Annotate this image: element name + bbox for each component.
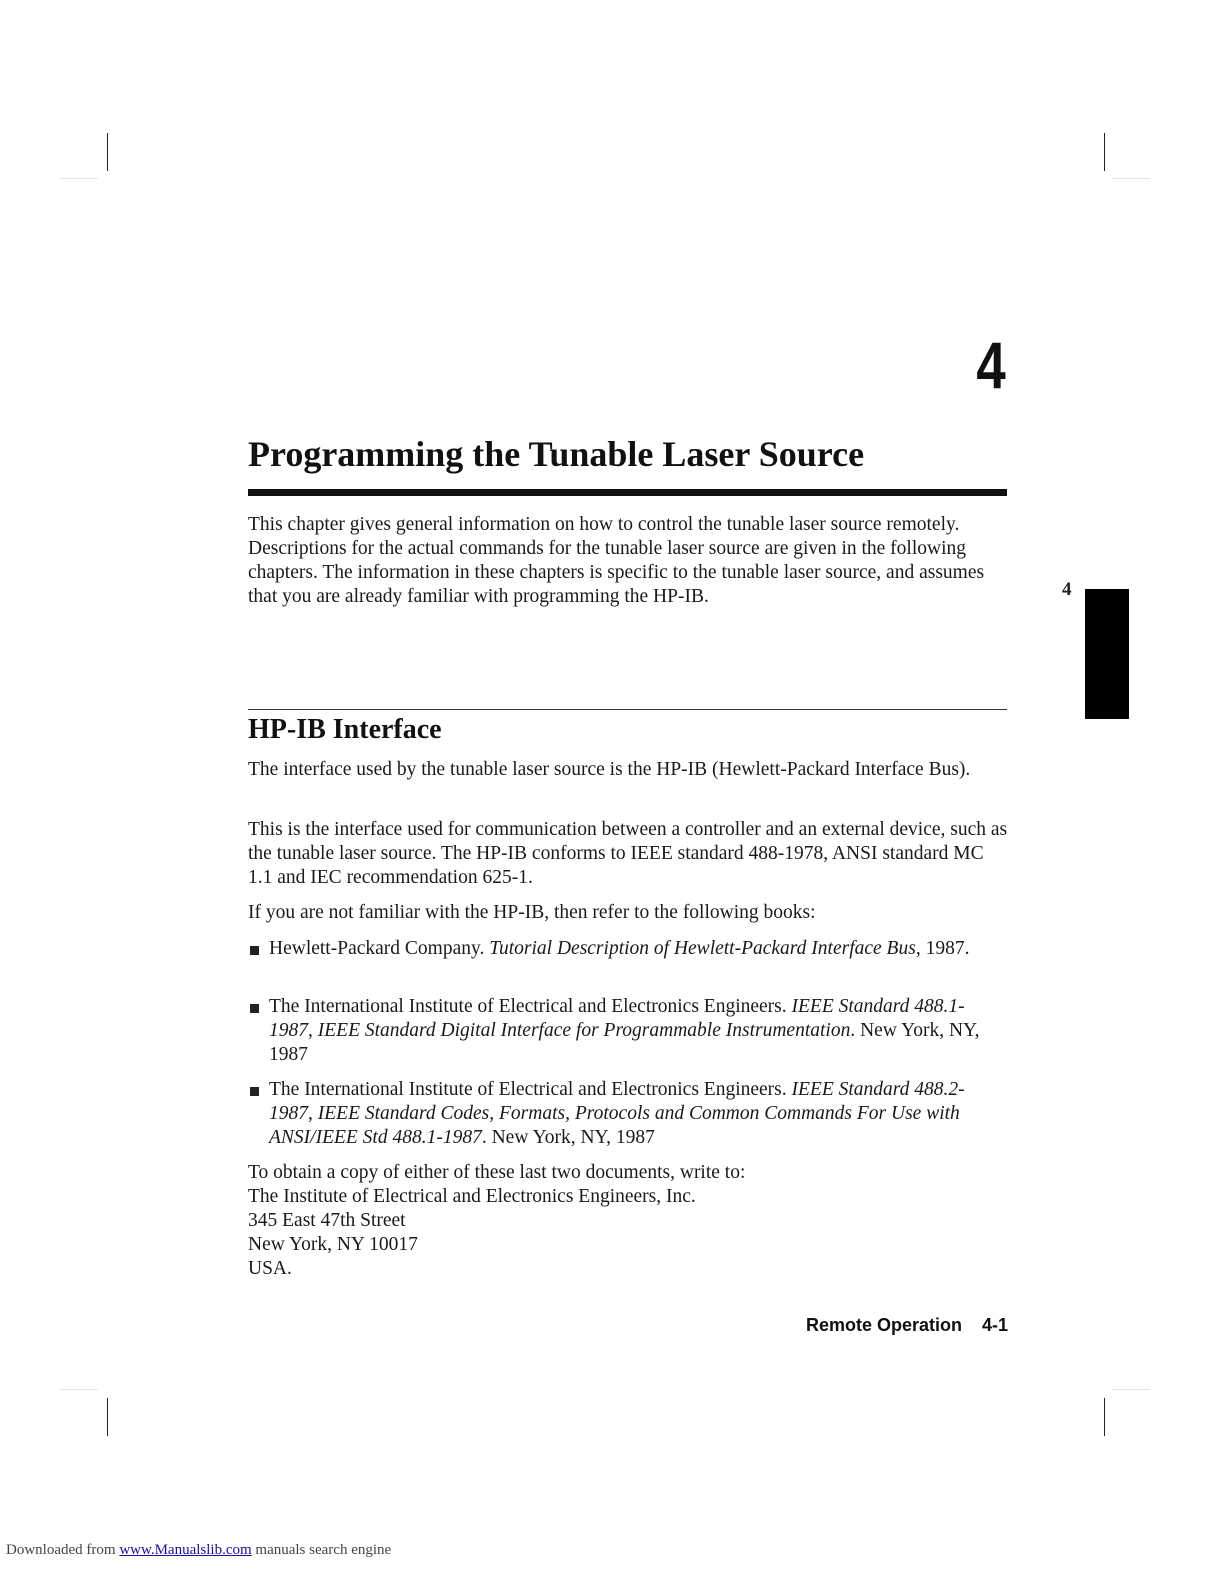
book-title: IEEE Standard 488.1-1987, IEEE Standard Digital Interface for Programmable Instrumentation	[269, 996, 965, 1041]
address-line: 345 East 47th Street	[248, 1210, 406, 1231]
bullet-square-icon	[250, 946, 259, 955]
section-paragraph-2: This is the interface used for communication between a controller and an external device, such as the tunable laser source. The HP-IB conforms to IEEE standard 488-1978, ANSI standard MC 1.1 and IEC recommendation 625-1.	[248, 819, 1008, 888]
download-note-suffix: manuals search engine	[251, 1542, 392, 1558]
side-tab-marker	[1085, 589, 1129, 719]
address-intro: To obtain a copy of either of these last two documents, write to:	[248, 1162, 746, 1183]
crop-mark-bottom-right	[1104, 1398, 1105, 1436]
book-author: Hewlett-Packard Company.	[269, 938, 490, 959]
section-rule	[248, 709, 1007, 710]
section-paragraph-3: If you are not familiar with the HP-IB, then refer to the following books:	[248, 902, 816, 923]
book-author: The International Institute of Electrical and Electronics Engineers.	[269, 1079, 792, 1100]
chapter-intro: This chapter gives general information on how to control the tunable laser source remotely. Descriptions for the actual commands for the tunable laser source are given in the following chapters. The information in these chapters is specific to the tunable laser source, and assumes that you are already familiar with programming the HP-IB.	[248, 514, 985, 607]
crop-mark-top-right	[1104, 133, 1105, 171]
side-tab-number: 4	[1062, 579, 1072, 600]
section-title: HP-IB Interface	[248, 714, 442, 745]
address-line: The Institute of Electrical and Electronics Engineers, Inc.	[248, 1186, 696, 1207]
section-paragraph-1: The interface used by the tunable laser source is the HP-IB (Hewlett-Packard Interface Bus).	[248, 759, 971, 780]
download-note-prefix: Downloaded from	[6, 1542, 120, 1558]
bullet-square-icon	[250, 1004, 259, 1013]
crop-mark-bottom-left-h	[60, 1389, 98, 1390]
address-block	[248, 1161, 1008, 1281]
manualslib-link[interactable]: www.Manualslib.com	[119, 1542, 252, 1558]
book-list-item	[248, 937, 1008, 961]
book-details: . New York, NY, 1987	[269, 1020, 980, 1065]
book-details: , 1987.	[915, 938, 970, 959]
footer-page-number: 4-1	[981, 1315, 1008, 1335]
address-line: USA.	[248, 1258, 292, 1279]
bullet-square-icon	[250, 1087, 259, 1096]
crop-mark-bottom-right-h	[1112, 1389, 1150, 1390]
book-list-item	[248, 1078, 1008, 1150]
footer-section-label: Remote Operation	[805, 1315, 962, 1335]
crop-mark-bottom-left	[107, 1398, 108, 1436]
crop-mark-top-left	[107, 133, 108, 171]
chapter-number: 4	[976, 328, 1006, 402]
book-title: IEEE Standard 488.2-1987, IEEE Standard Codes, Formats, Protocols and Common Commands For Use with ANSI/IEEE Std 488.1-1987	[269, 1079, 965, 1148]
book-author: The International Institute of Electrical and Electronics Engineers.	[269, 996, 792, 1017]
book-title: Tutorial Description of Hewlett-Packard Interface Bus	[489, 938, 916, 959]
chapter-title-rule	[248, 489, 1007, 496]
crop-mark-top-right-h	[1112, 178, 1150, 179]
book-list-item	[248, 995, 1008, 1067]
download-note	[6, 1543, 391, 1558]
book-details: . New York, NY, 1987	[481, 1127, 655, 1148]
address-line: New York, NY 10017	[248, 1234, 418, 1255]
page-footer	[806, 1316, 1008, 1334]
crop-mark-top-left-h	[60, 178, 98, 179]
chapter-title: Programming the Tunable Laser Source	[248, 434, 865, 474]
